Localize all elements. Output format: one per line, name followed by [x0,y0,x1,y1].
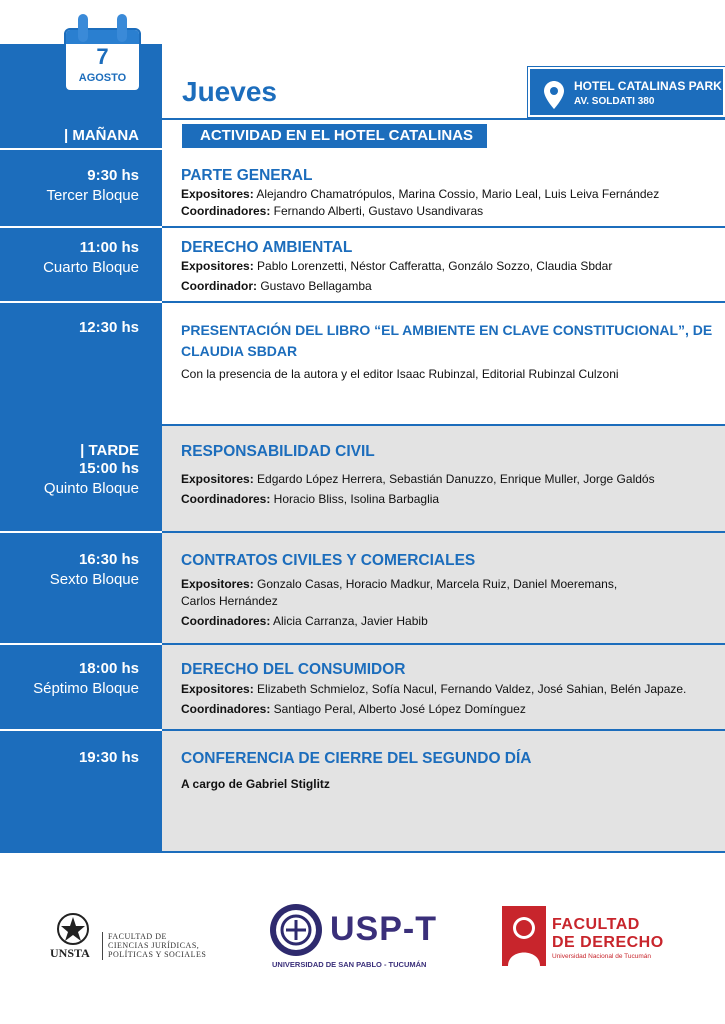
activity-banner: ACTIVIDAD EN EL HOTEL CATALINAS [182,124,487,148]
session-coordinators: Coordinadores: Alicia Carranza, Javier Habib [181,614,428,628]
uspt-name: USP-T [330,910,437,948]
session-time: 16:30 hs [78,551,139,568]
session-speakers: Expositores: Edgardo López Herrera, Sebastián Danuzzo, Enrique Muller, Jorge Galdós [181,472,655,486]
calendar-ring-icon [78,14,88,42]
divider [162,729,725,731]
session-time: 11:00 hs [79,239,139,256]
session-speakers: Expositores: Elizabeth Schmieloz, Sofía Nacul, Fernando Valdez, José Sahian, Belén Japaze. [181,682,687,696]
session-time-block [0,550,162,590]
session-content [162,551,725,630]
unsta-text-2: CIENCIAS JURÍDICAS, [108,941,200,950]
unsta-text-1: FACULTAD DE [108,932,167,941]
unt-derecho-logo [502,906,682,970]
session-time-block [0,442,162,499]
session-time: 15:00 hs [78,460,139,477]
uspt-logo [268,902,448,972]
session-title: CONFERENCIA DE CIERRE DEL SEGUNDO DÍA [181,750,532,767]
divider [162,301,725,303]
session-title: DERECHO AMBIENTAL [181,239,353,256]
session-time: 19:30 hs [78,749,139,766]
session-coordinators: Coordinadores: Horacio Bliss, Isolina Barbaglia [181,492,440,506]
divider [162,531,725,533]
divider [162,226,725,228]
session-time-block [0,238,162,278]
morning-label: | MAÑANA [63,127,139,144]
session-title: CONTRATOS CIVILES Y COMERCIALES [181,552,476,569]
date-day: 7 [96,44,109,69]
unsta-text-3: POLÍTICAS Y SOCIALES [108,950,207,959]
session-block: Quinto Bloque [43,480,139,497]
session-content [162,166,725,220]
hotel-address: AV. SOLDATI 380 [574,96,655,107]
session-note: Con la presencia de la autora y el editor Isaac Rubinzal, Editorial Rubinzal Culzoni [181,367,619,381]
day-title: Jueves [182,76,277,107]
divider [0,531,162,533]
session-content [162,749,725,793]
session-coordinators: Coordinadores: Santiago Peral, Alberto José López Domínguez [181,702,526,716]
session-block: Sexto Bloque [49,571,139,588]
session-title: PARTE GENERAL [181,167,313,184]
date-month: AGOSTO [78,72,127,84]
uspt-subtitle: UNIVERSIDAD DE SAN PABLO - TUCUMÁN [272,960,427,969]
session-content [162,442,725,508]
session-time: 12:30 hs [78,319,139,336]
session-time: 9:30 hs [87,167,139,184]
divider [0,301,162,303]
session-block: Cuarto Bloque [43,259,139,276]
session-title: RESPONSABILIDAD CIVIL [181,443,375,460]
session-coordinators: Coordinador: Gustavo Bellagamba [181,279,372,293]
session-speakers: Expositores: Pablo Lorenzetti, Néstor Cafferatta, Gonzálo Sozzo, Claudia Sbdar [181,259,613,273]
unt-line-2: DE DERECHO [552,934,664,951]
unsta-crest-icon [56,912,90,946]
afternoon-label: | TARDE [80,442,139,459]
portrait-icon [502,906,546,966]
hotel-name: HOTEL CATALINAS PARK [574,79,722,93]
session-time: 18:00 hs [78,660,139,677]
session-content [162,660,725,718]
session-coordinators: Coordinadores: Fernando Alberti, Gustavo Usandivaras [181,204,484,218]
divider [162,643,725,645]
session-speaker: A cargo de Gabriel Stiglitz [181,777,330,791]
divider [0,148,162,150]
hotel-badge [528,67,725,117]
session-time-block [0,748,162,768]
location-pin-icon [544,81,564,109]
session-content [162,320,725,383]
footer-divider [0,851,725,853]
unsta-name: UNSTA [50,946,90,960]
divider [0,729,162,731]
unt-subtitle: Universidad Nacional de Tucumán [552,953,651,960]
uspt-seal-icon [268,902,324,958]
session-time-block [0,659,162,699]
unt-line-1: FACULTAD [552,916,640,933]
session-block: Séptimo Bloque [33,680,139,697]
session-block: Tercer Bloque [46,187,139,204]
calendar-ring-icon [117,14,127,42]
unsta-logo [50,912,210,962]
divider [0,226,162,228]
session-speakers: Expositores: Gonzalo Casas, Horacio Madkur, Marcela Ruiz, Daniel Moeremans, Carlos Hernández [181,577,618,608]
session-title: DERECHO DEL CONSUMIDOR [181,661,406,678]
calendar-icon [64,28,141,92]
session-speakers: Expositores: Alejandro Chamatrópulos, Marina Cossio, Mario Leal, Luis Leiva Fernández [181,187,660,201]
divider [0,643,162,645]
session-time-block [0,318,162,338]
session-content [162,238,725,295]
session-title: PRESENTACIÓN DEL LIBRO “EL AMBIENTE EN CLAVE CONSTITUCIONAL”, DE CLAUDIA SBDAR [181,322,713,359]
session-time-block [0,166,162,206]
